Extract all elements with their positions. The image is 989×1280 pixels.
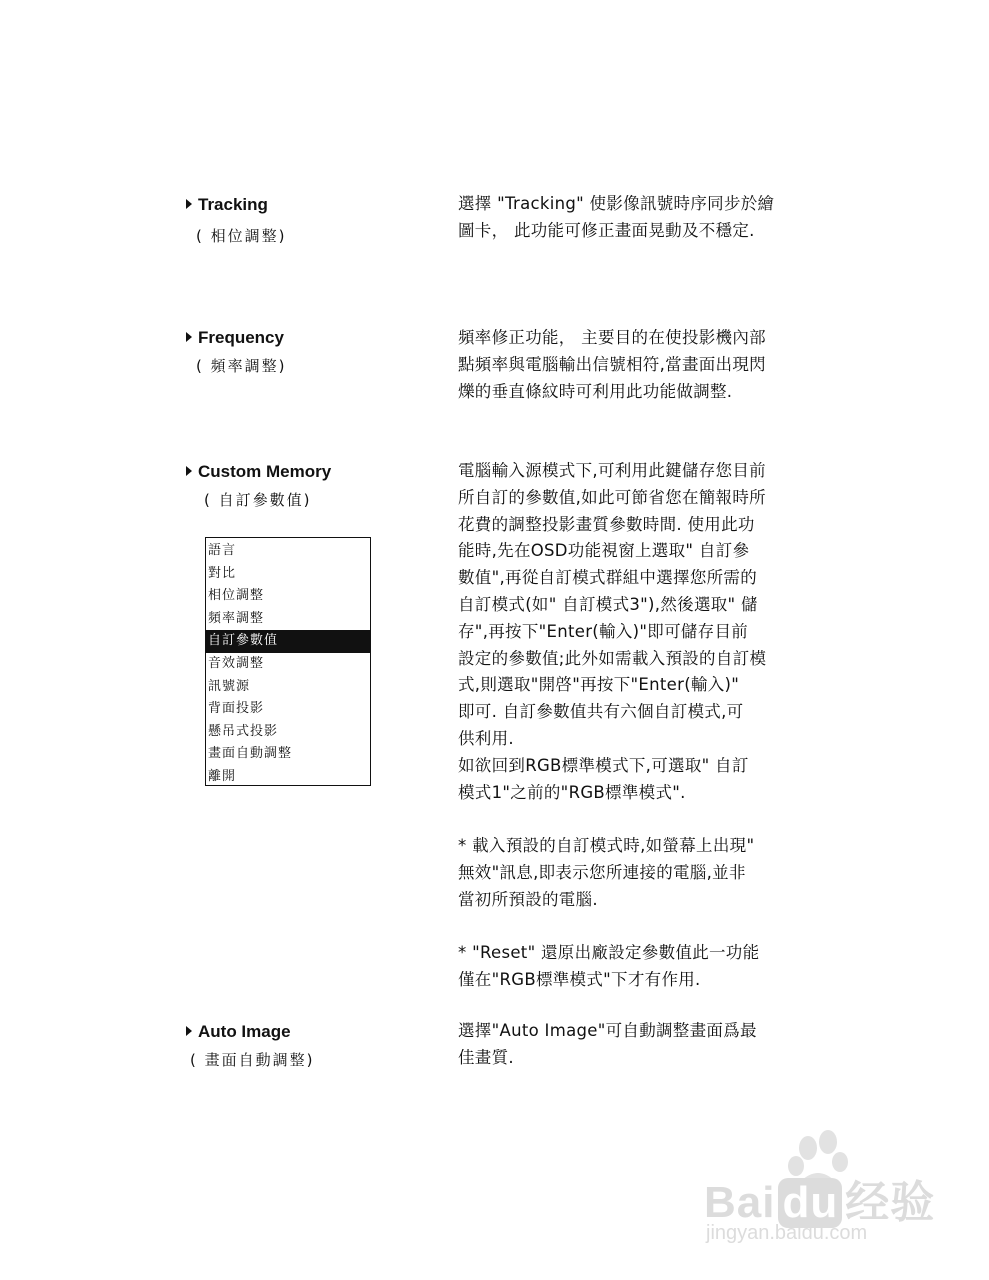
- bullet-arrow-icon: [186, 199, 192, 209]
- feature-heading: [186, 194, 268, 216]
- desc-line: 選擇"Auto Image"可自動調整畫面爲最: [458, 1021, 757, 1040]
- logo-text-bai: Bai: [704, 1178, 776, 1227]
- desc-line: 點頻率與電腦輸出信號相符,當畫面出現閃: [458, 354, 766, 374]
- desc-line: 頻率修正功能， 主要目的在使投影機內部: [458, 328, 766, 347]
- paragraph-gap: [458, 806, 808, 833]
- desc-line: 模式1"之前的"RGB標準模式".: [458, 782, 686, 802]
- desc-line: 選擇 "Tracking" 使影像訊號時序同步於繪: [458, 194, 775, 213]
- desc-line: 如欲回到RGB標準模式下,可選取" 自訂: [458, 755, 749, 775]
- desc-line: 當初所預設的電腦.: [458, 889, 598, 909]
- desc-line: 即可. 自訂參數值共有六個自訂模式,可: [458, 702, 744, 722]
- desc-line: 花費的調整投影畫質參數時間. 使用此功: [458, 514, 755, 534]
- desc-line: 設定的參數值;此外如需載入預設的自訂模: [458, 648, 767, 668]
- osd-menu-item: 訊號源: [208, 678, 251, 694]
- osd-menu-item: 畫面自動調整: [208, 746, 293, 762]
- desc-line: 式,則選取"開啓"再按下"Enter(輸入)": [458, 675, 740, 695]
- baidu-jingyan-watermark: [700, 1130, 950, 1250]
- feature-title: Frequency: [198, 328, 284, 347]
- osd-menu: [205, 537, 371, 786]
- bullet-arrow-icon: [186, 466, 192, 476]
- desc-line: 佳畫質.: [458, 1047, 514, 1067]
- osd-menu-item: 離開: [208, 768, 237, 784]
- feature-subtitle: ( 相位調整): [196, 227, 287, 245]
- feature-heading: [186, 327, 284, 349]
- desc-line: 爍的垂直條紋時可利用此功能做調整.: [458, 381, 733, 401]
- desc-line: 電腦輸入源模式下,可利用此鍵儲存您目前: [458, 461, 766, 480]
- feature-description: [458, 1018, 808, 1072]
- desc-line: * 載入預設的自訂模式時,如螢幕上出現": [458, 836, 755, 856]
- feature-subtitle: ( 畫面自動調整): [190, 1051, 315, 1069]
- feature-subtitle: ( 自訂參數值): [204, 491, 312, 509]
- logo-text-jingyan: 经验: [845, 1178, 936, 1227]
- osd-menu-item: 自訂參數值: [206, 630, 370, 653]
- desc-line: 僅在"RGB標準模式"下才有作用.: [458, 970, 701, 990]
- desc-line: 所自訂的參數值,如此可節省您在簡報時所: [458, 487, 766, 507]
- bullet-arrow-icon: [186, 1026, 192, 1036]
- feature-title: Tracking: [198, 195, 268, 214]
- logo-text-du: du: [778, 1178, 842, 1228]
- feature-heading: [186, 461, 331, 483]
- feature-subtitle: ( 頻率調整): [196, 357, 287, 375]
- feature-description: [458, 191, 808, 245]
- feature-title: Auto Image: [198, 1022, 291, 1041]
- desc-line: 能時,先在OSD功能視窗上選取" 自訂參: [458, 541, 750, 561]
- desc-line: 圖卡， 此功能可修正畫面晃動及不穩定.: [458, 220, 755, 240]
- desc-line: * "Reset" 還原出廠設定參數值此一功能: [458, 943, 760, 963]
- osd-menu-item: 懸吊式投影: [208, 723, 279, 739]
- osd-menu-item: 頻率調整: [208, 610, 265, 626]
- desc-line: 數值",再從自訂模式群組中選擇您所需的: [458, 568, 758, 588]
- desc-line: 無效"訊息,即表示您所連接的電腦,並非: [458, 862, 746, 882]
- bullet-arrow-icon: [186, 332, 192, 342]
- feature-description: [458, 458, 808, 994]
- feature-title: Custom Memory: [198, 462, 332, 481]
- feature-heading: [186, 1021, 291, 1043]
- feature-description: [458, 325, 808, 405]
- desc-line: 供利用.: [458, 728, 514, 748]
- paragraph-gap: [458, 914, 808, 941]
- osd-menu-item: 對比: [208, 565, 237, 581]
- osd-menu-item: 相位調整: [208, 588, 265, 604]
- watermark-url: jingyan.baidu.com: [706, 1222, 868, 1244]
- osd-menu-item: 音效調整: [208, 655, 265, 671]
- desc-line: 存",再按下"Enter(輸入)"即可儲存目前: [458, 621, 749, 641]
- desc-line: 自訂模式(如" 自訂模式3"),然後選取" 儲: [458, 594, 758, 614]
- osd-menu-item: 語言: [208, 543, 237, 558]
- osd-menu-item: 背面投影: [208, 701, 265, 717]
